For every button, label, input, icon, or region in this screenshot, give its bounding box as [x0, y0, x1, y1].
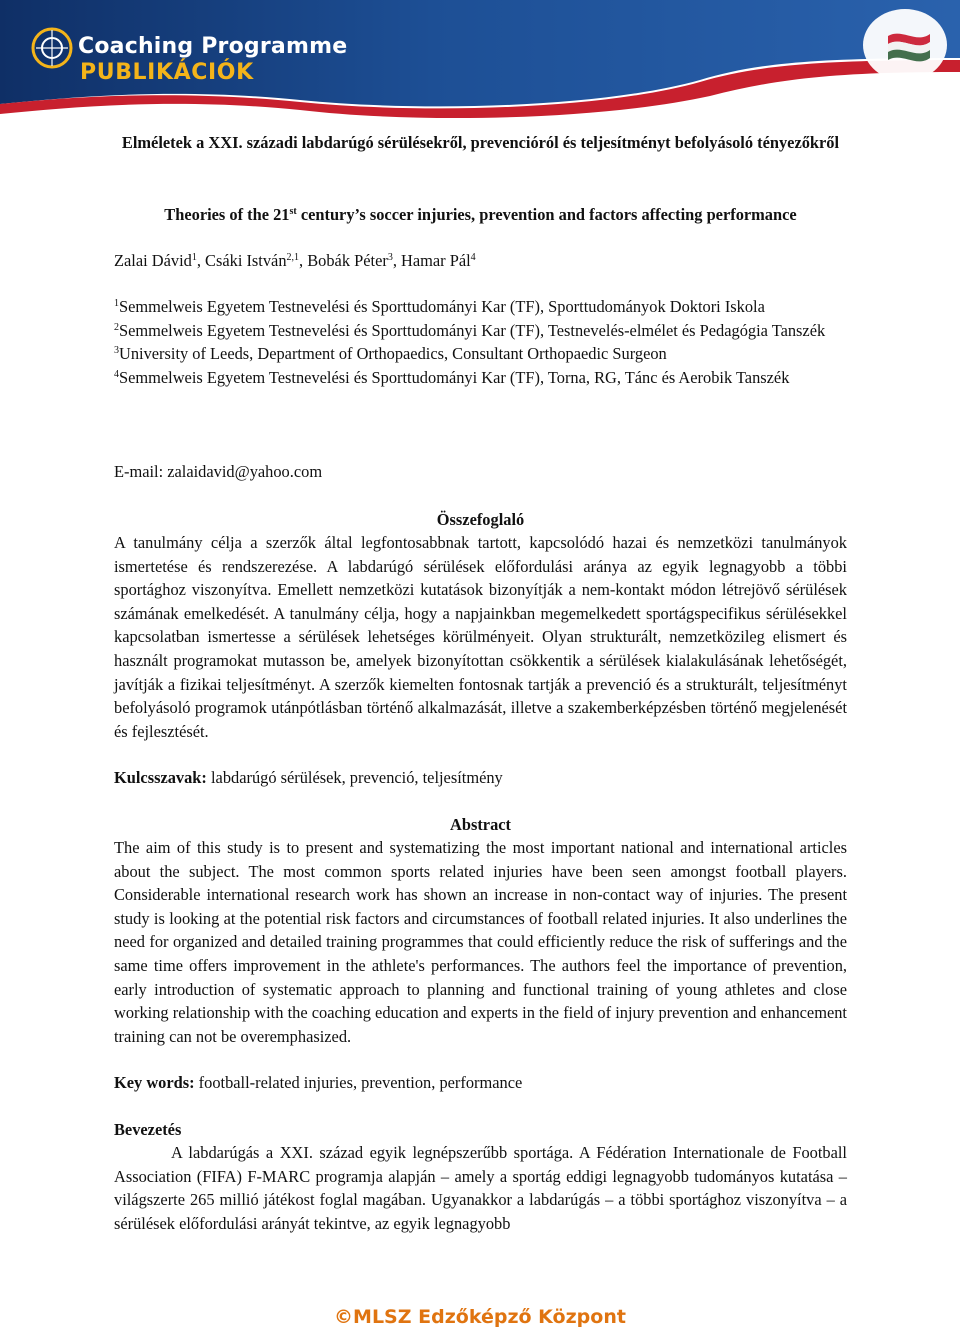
email: E-mail: zalaidavid@yahoo.com: [114, 462, 323, 481]
affiliation: $^3$University of Leeds, Department of Orthopaedics, Consultant Orthopaedic Surgeon: [114, 344, 667, 364]
affiliation: $^1$Semmelweis Egyetem Testnevelési és Sporttudományi Kar (TF), Sporttudományok Doktori Iskola: [114, 297, 765, 316]
author: Csáki István$^{2,1}$,: [205, 251, 308, 270]
keywords-label: Key words:: [114, 1073, 195, 1092]
uefa-logo-icon: [30, 24, 74, 78]
affiliation: $^2$Semmelweis Egyetem Testnevelési és Sporttudományi Kar (TF), Testnevelés-elmélet és Pedagógia Tanszék: [114, 320, 826, 340]
abstract-keywords: Key words: football-related injuries, prevention, performance: [114, 1073, 523, 1092]
hungarian-flag-icon: [884, 22, 934, 66]
intro-text: A labdarúgás a XXI. század egyik legnépszerűbb sportága. A Fédération Internationale de Football Association (FIFA) F-MARC programja alapján – amely a sportág eddigi legnagyobb tudományos kutatása – világszerte 265 millió játékost foglal magában. Ugyanakkor a labdarúgás – a többi sportághoz viszonyítva – a sérülések előfordulási arányát tekintve, az egyik legnagyobb: [114, 1143, 847, 1233]
author: Zalai Dávid$^1$,: [114, 251, 206, 270]
keywords-label: Kulcsszavak:: [114, 768, 207, 787]
summary-keywords: Kulcsszavak: labdarúgó sérülések, prevenció, teljesítmény: [114, 768, 503, 787]
summary-text: A tanulmány célja a szerzők által legfontosabbnak tartott, kapcsolódó hazai és nemzetközi tanulmányok ismertetése és rendszerezése. A labdarúgó sérülések előfordulási aránya az egyik legnagyobb a többi sportághoz viszonyítva. Emellett nemzetközi kutatások bizonyítják a nem-kontakt módon létrejövő sérülések számának emelkedését. A tanulmány célja, hogy a napjainkban megemelkedett sportágspecifikus sérülésekkel kapcsolatban ismertesse a sérülések lehetséges körülményeit. Olyan strukturált, nemzetközileg elismert és használt programokat mutasson be, amelyek bizonyítottan csökkentik a sérülések kialakulásának lehetőségét, javítják a fizikai teljesítményt. A szerzők kiemelten fontosnak tartják a prevenció és a strukturált, teljesítményt befolyásoló programok utánpótlásban történő alkalmazását, illetve a szakemberképzésben történő megjelenését és fejlesztését.: [114, 533, 847, 741]
intro-heading: Bevezetés: [114, 1120, 182, 1139]
author: Hamar Pál$^4$: [401, 251, 476, 270]
summary-heading: Összefoglaló: [436, 510, 525, 529]
programme-title: Coaching Programme: [78, 34, 348, 59]
header-banner: [0, 0, 960, 122]
author-list: [114, 249, 847, 273]
abstract-heading: Abstract: [450, 815, 511, 834]
abstract-text: The aim of this study is to present and systematizing the most important national and international articles about the subject. The most common sports related injuries have been seen amongst football players. Considerable international research work has shown an increase in non-contact way of injuries. The present study is looking at the potential risk factors and circumstances of football related injuries. It also underlines the need for organized and detailed training programmes that could efficiently reduce the risk of sufferings and the same time offers improvement in the athlete's performances. The authors feel the importance of prevention, early introduction of systematic approach to planning and functional training of young athletes and close working relationship with the coaching education and experts in the field of injury prevention and enhancement training can not be overemphasized.: [114, 838, 847, 1046]
affiliation-list: [114, 295, 847, 389]
affiliation: $^4$Semmelweis Egyetem Testnevelési és Sporttudományi Kar (TF), Torna, RG, Tánc és Aerobik Tanszék: [114, 367, 790, 387]
author: Bobák Péter$^3$,: [307, 251, 402, 270]
title-hungarian: Elméletek a XXI. századi labdarúgó sérülésekről, prevencióról és teljesítményt befolyásoló tényezőkről: [121, 133, 840, 152]
title-english: Theories of the 21st century’s soccer injuries, prevention and factors affecting performance: [164, 205, 797, 224]
footer-copyright: ©MLSZ Edzőképző Központ: [334, 1306, 626, 1328]
publications-title: PUBLIKÁCIÓK: [80, 60, 254, 85]
